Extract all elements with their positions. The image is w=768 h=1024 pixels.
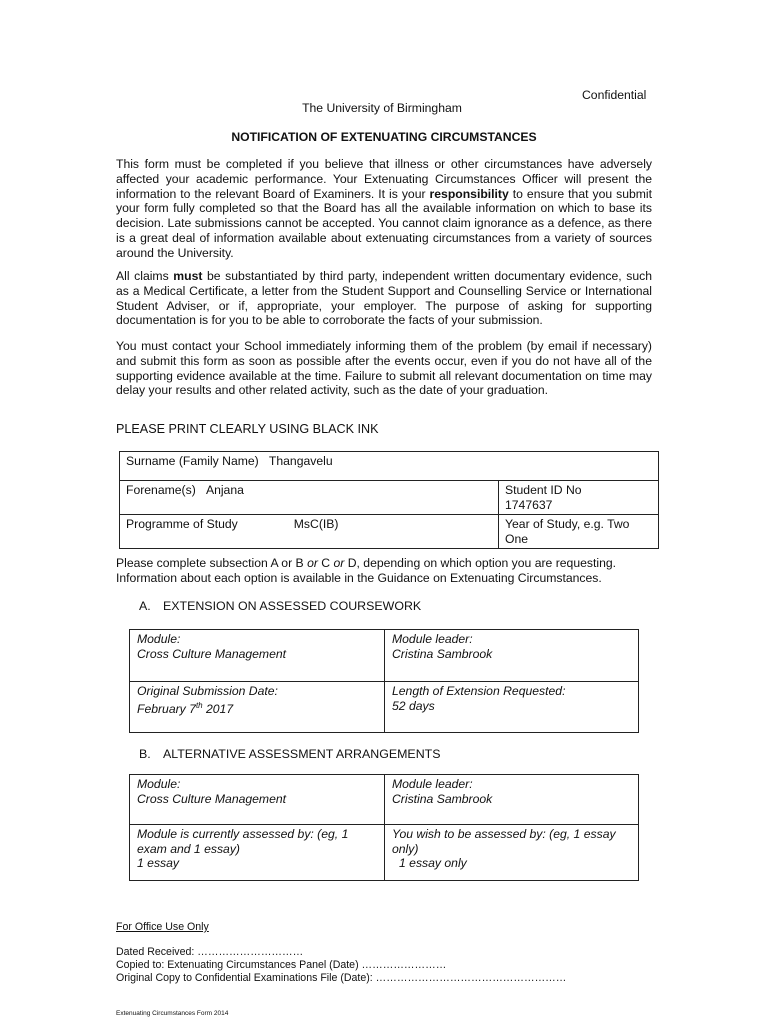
section-a-original-date-cell: Original Submission Date: February 7th 2017 <box>130 682 385 733</box>
office-date-received: Dated Received: ………………………… <box>116 946 304 958</box>
section-b-module-cell: Module: Cross Culture Management <box>130 775 385 825</box>
section-b-leader-value[interactable]: Cristina Sambrook <box>392 791 493 806</box>
intro-paragraph-2: All claims must be substantiated by third party, independent written documentary evidence, such as a Medical Certificate, a letter from the Student Support and Counselling Service or International Student Adviser, or if, appropriate, your employer. The purpose of asking for supporting documentation is for you to be able to corroborate the facts of your submission. <box>116 269 652 328</box>
section-a-table <box>129 629 639 733</box>
section-b-current-assessment-cell: Module is currently assessed by: (eg, 1 exam and 1 essay) 1 essay <box>130 825 385 881</box>
section-a-heading: A. EXTENSION ON ASSESSED COURSEWORK <box>139 599 422 613</box>
subsection-instructions: Please complete subsection A or B or C or D, depending on which option you are requesting. Information about each option is available in the Guidance on Extenuating Circumstances. <box>116 556 617 585</box>
section-a-original-date-value[interactable]: February 7th 2017 <box>137 700 234 716</box>
page-title: NOTIFICATION OF EXTENUATING CIRCUMSTANCES <box>231 130 537 144</box>
section-a-extension-length-value[interactable]: 52 days <box>392 698 435 713</box>
section-b-module-value[interactable]: Cross Culture Management <box>137 791 287 806</box>
office-original-copy: Original Copy to Confidential Examinations File (Date): ……………………………………………… <box>116 972 567 984</box>
section-a-module-value[interactable]: Cross Culture Management <box>137 646 287 661</box>
section-a-extension-length-cell: Length of Extension Requested: 52 days <box>385 682 639 733</box>
office-copied-to: Copied to: Extenuating Circumstances Panel (Date) …………………… <box>116 959 447 971</box>
section-b-table <box>129 774 639 881</box>
surname-cell: Surname (Family Name) Thangavelu <box>120 452 659 481</box>
section-b-current-assessment-value[interactable]: 1 essay <box>137 856 180 870</box>
section-a-leader-cell: Module leader: Cristina Sambrook <box>385 630 639 682</box>
university-name: The University of Birmingham <box>302 101 462 115</box>
programme-value[interactable]: MsC(IB) <box>293 517 339 531</box>
surname-value[interactable]: Thangavelu <box>268 454 333 468</box>
section-b-desired-assessment-value[interactable]: 1 essay only <box>399 856 467 870</box>
section-b-heading: B. ALTERNATIVE ASSESSMENT ARRANGEMENTS <box>139 747 441 761</box>
student-id-cell: Student ID No 1747637 <box>499 481 659 515</box>
intro-paragraph-3: You must contact your School immediately informing them of the problem (by email if necessary) and submit this form as soon as possible after the events occur, even if you do not have all of the supporting evidence available at the time. Failure to submit all relevant documentation on time may delay your results and other related activity, such as the date of your graduation. <box>116 339 652 398</box>
intro-paragraph-1: This form must be completed if you believe that illness or other circumstances have adversely affected your academic performance. Your Extenuating Circumstances Officer will present the information to the relevant Board of Examiners. It is your responsibility to ensure that you submit your form fully completed so that the Board has all the available information on which to base its decision. Late submissions cannot be accepted. You cannot claim ignorance as a defence, as there is a great deal of information available about extenuating circumstances from a variety of sources around the University. <box>116 157 653 260</box>
programme-cell: Programme of Study MsC(IB) <box>120 515 499 549</box>
section-a-leader-value[interactable]: Cristina Sambrook <box>392 646 493 661</box>
form-footer: Extenuating Circumstances Form 2014 <box>116 1010 229 1017</box>
confidential-label: Confidential <box>582 88 647 102</box>
forename-value[interactable]: Anjana <box>205 483 244 497</box>
student-id-value[interactable]: 1747637 <box>505 497 553 512</box>
student-details-table <box>119 451 659 549</box>
section-a-module-cell: Module: Cross Culture Management <box>130 630 385 682</box>
year-of-study-value[interactable]: One <box>505 531 529 546</box>
print-notice: PLEASE PRINT CLEARLY USING BLACK INK <box>116 422 379 436</box>
forename-cell: Forename(s) Anjana <box>120 481 499 515</box>
section-b-desired-assessment-cell: You wish to be assessed by: (eg, 1 essay only) 1 essay only <box>385 825 639 881</box>
year-of-study-cell: Year of Study, e.g. Two One <box>499 515 659 549</box>
section-b-leader-cell: Module leader: Cristina Sambrook <box>385 775 639 825</box>
office-use-heading: For Office Use Only <box>116 921 209 933</box>
